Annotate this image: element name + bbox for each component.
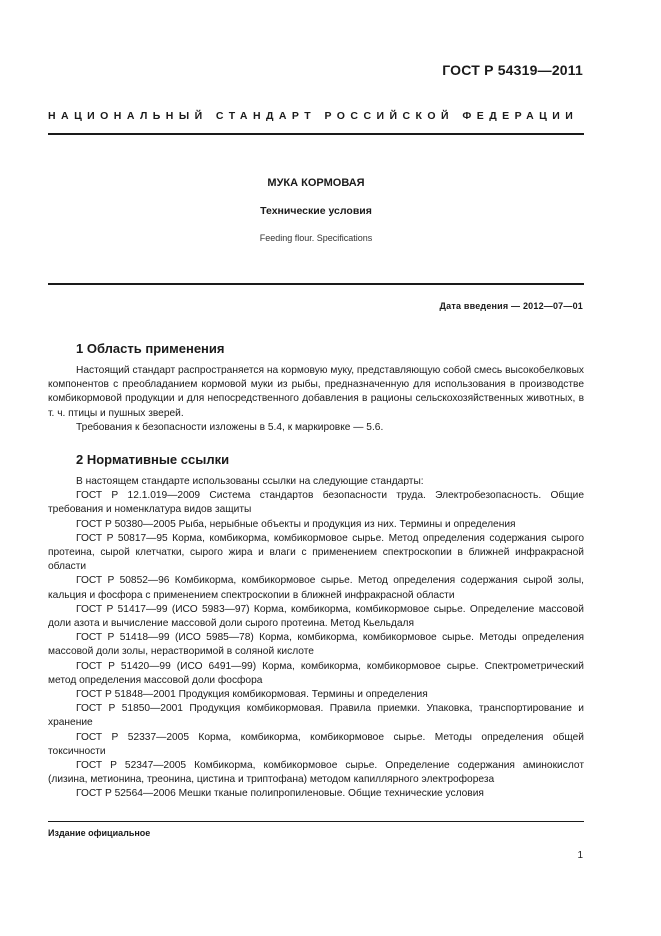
section-1-heading: 1 Область применения	[76, 341, 225, 356]
section-1-paragraph: Требования к безопасности изложены в 5.4, к маркировке — 5.6.	[76, 421, 384, 433]
normative-reference: ГОСТ Р 51418—99 (ИСО 5985—78) Корма, комбикорма, комбикормовое сырье. Методы определения массовой доли золы, нерастворимой в соляной кислоте	[48, 632, 584, 658]
normative-reference: ГОСТ Р 50380—2005 Рыба, нерыбные объекты и продукция из них. Термины и определения	[76, 518, 516, 530]
page-number: 1	[577, 850, 583, 861]
introduction-date: Дата введения — 2012—07—01	[439, 301, 583, 311]
header-rule	[48, 133, 584, 135]
normative-reference: В настоящем стандарте использованы ссылки на следующие стандарты:	[76, 476, 424, 487]
section-2-body	[48, 475, 584, 802]
section-1-paragraph: Настоящий стандарт распространяется на кормовую муку, представляющую собой смесь высокобелковых компонентов с преобладанием кормовой муки из рыбы, предназначенную для использования в производстве комбикормовой продукции и для непосредственного добавления в рационы сельскохозяйственных животных, в т. ч. птицы и пушных зверей.	[48, 365, 584, 419]
document-title: МУКА КОРМОВАЯ	[267, 177, 365, 189]
section-1-body	[48, 364, 584, 435]
normative-reference: ГОСТ Р 51850—2001 Продукция комбикормовая. Правила приемки. Упаковка, транспортирование и хранение	[48, 703, 584, 729]
national-standard-banner: НАЦИОНАЛЬНЫЙ СТАНДАРТ РОССИЙСКОЙ ФЕДЕРАЦИИ	[48, 110, 579, 122]
english-title: Feeding flour. Specifications	[259, 233, 373, 243]
edition-label: Издание официальное	[48, 828, 151, 838]
normative-reference: ГОСТ Р 12.1.019—2009 Система стандартов безопасности труда. Электробезопасность. Общие требования и номенклатура видов защиты	[48, 490, 584, 516]
normative-reference: ГОСТ Р 52347—2005 Комбикорма, комбикормовое сырье. Определение содержания аминокислот (лизина, метионина, треонина, цистина и триптофана) методом капиллярного электрофореза	[48, 760, 584, 786]
normative-reference: ГОСТ Р 51848—2001 Продукция комбикормовая. Термины и определения	[76, 689, 428, 701]
normative-reference: ГОСТ Р 52564—2006 Мешки тканые полипропиленовые. Общие технические условия	[76, 788, 484, 800]
title-rule	[48, 283, 584, 285]
normative-reference: ГОСТ Р 50817—95 Корма, комбикорма, комбикормовое сырье. Метод определения содержания сырого протеина, сырой клетчатки, сырого жира и влаги с применением спектроскопии в ближней инфракрасной области	[48, 532, 584, 573]
normative-reference: ГОСТ Р 52337—2005 Корма, комбикорма, комбикормовое сырье. Методы определения общей токсичности	[48, 731, 584, 757]
normative-reference: ГОСТ Р 51420—99 (ИСО 6491—99) Корма, комбикорма, комбикормовое сырье. Спектрометрический метод определения массовой доли фосфора	[48, 660, 584, 686]
document-subtitle: Технические условия	[260, 205, 372, 217]
normative-reference: ГОСТ Р 50852—96 Комбикорма, комбикормовое сырье. Метод определения содержания сырой золы, кальция и фосфора с применением спектроскопии в ближней инфракрасной области	[48, 575, 584, 601]
footer-rule	[48, 821, 584, 822]
section-2-heading: 2 Нормативные ссылки	[76, 452, 230, 467]
normative-reference: ГОСТ Р 51417—99 (ИСО 5983—97) Корма, комбикорма, комбикормовое сырье. Определение массовой доли азота и вычисление массовой доли сырого протеина. Метод Кьельдаля	[48, 603, 584, 630]
standard-code: ГОСТ Р 54319—2011	[442, 62, 583, 78]
